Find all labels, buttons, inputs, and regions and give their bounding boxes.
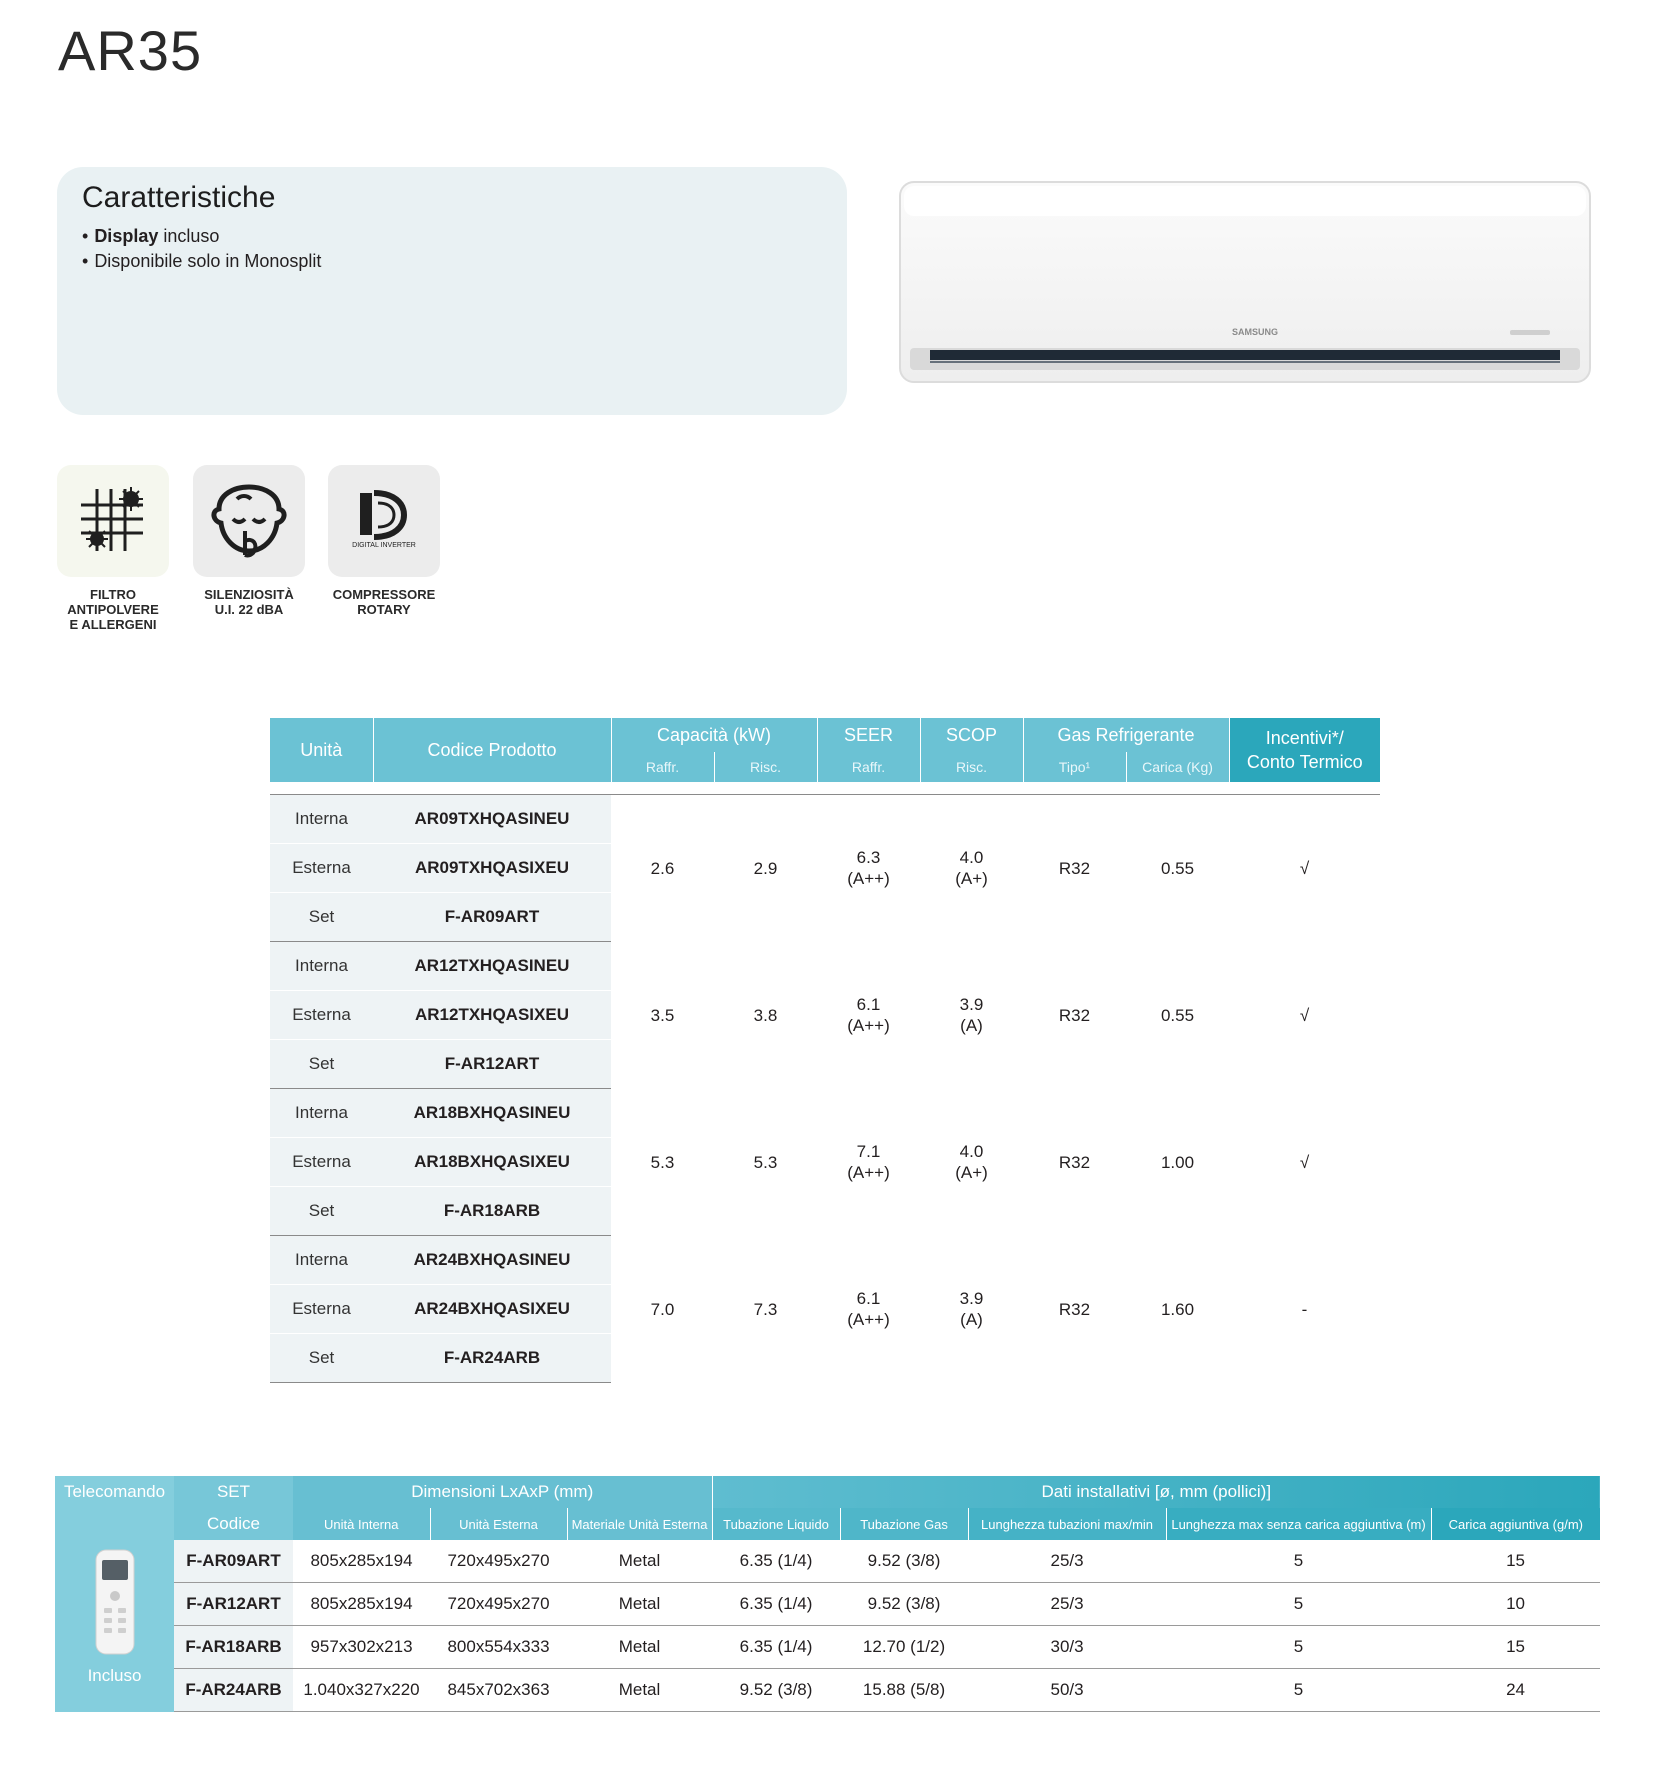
table-row: Esterna AR18BXHQASIXEU	[270, 1138, 1380, 1187]
silenziosita-icon-box	[193, 465, 305, 577]
feature-item: • Disponibile solo in Monosplit	[82, 249, 321, 274]
table-row: Esterna AR09TXHQASIXEU	[270, 844, 1380, 893]
incentivi-check: √	[1299, 1152, 1310, 1172]
silenziosita-label: SILENZIOSITÀ U.I. 22 dBA	[204, 587, 294, 617]
table-row: Interna AR24BXHQASINEU 7.0 7.3 6.1 (A++) 3.9 (A) R32 1.60 -	[270, 1236, 1380, 1285]
table-row: Set F-AR24ARB	[270, 1334, 1380, 1383]
header-unita-interna: Unità Interna	[293, 1508, 430, 1540]
table-row: F-AR18ARB 957x302x213 800x554x333 Metal 6.35 (1/4) 12.70 (1/2) 30/3 5 15	[55, 1626, 1600, 1669]
header-carica-agg: Carica aggiuntiva (g/m)	[1431, 1508, 1600, 1540]
filtro-icon-box	[57, 465, 169, 577]
compressore-icon-box	[328, 465, 440, 577]
header-unita-esterna: Unità Esterna	[430, 1508, 567, 1540]
filtro-icon	[57, 465, 169, 577]
header-incentivi: Incentivi*/ Conto Termico	[1229, 718, 1380, 782]
install-table	[55, 1476, 1600, 1712]
header-dimensioni: Dimensioni LxAxP (mm)	[293, 1476, 712, 1508]
brand-logo: SAMSUNG	[1231, 327, 1279, 337]
header-tub-liquido: Tubazione Liquido	[712, 1508, 840, 1540]
table-row: Set F-AR12ART	[270, 1040, 1380, 1089]
table-row: Set F-AR09ART	[270, 893, 1380, 942]
header-seer: SEER	[817, 718, 920, 752]
header-lunghezza-senza: Lunghezza max senza carica aggiuntiva (m)	[1166, 1508, 1431, 1540]
filtro-label: FILTRO ANTIPOLVERE E ALLERGENI	[67, 587, 159, 632]
features-list	[82, 224, 321, 274]
header-risc: Risc.	[714, 752, 817, 782]
compressore-icon	[328, 465, 440, 577]
remote-cell	[55, 1540, 174, 1712]
header-set: SET	[174, 1476, 293, 1508]
table-row: Interna AR09TXHQASINEU 2.6 2.9 6.3 (A++) 4.0 (A+) R32 0.55 √	[270, 795, 1380, 844]
remote-control-icon	[90, 1548, 140, 1658]
table-row: Esterna AR12TXHQASIXEU	[270, 991, 1380, 1040]
air-conditioner-image	[870, 170, 1630, 400]
header-tub-gas: Tubazione Gas	[840, 1508, 968, 1540]
air-outlet	[930, 350, 1560, 360]
header-unita: Unità	[270, 718, 373, 782]
header-dati: Dati installativi [ø, mm (pollici)]	[712, 1476, 1600, 1508]
compressore-label: COMPRESSORE ROTARY	[332, 587, 436, 617]
table-row: Incluso F-AR09ART 805x285x194 720x495x270 Metal 6.35 (1/4) 9.52 (3/8) 25/3 5 15	[55, 1540, 1600, 1583]
remote-label: Incluso	[87, 1665, 142, 1685]
header-materiale: Materiale Unità Esterna	[567, 1508, 712, 1540]
table-row: F-AR24ARB 1.040x327x220 845x702x363 Metal 9.52 (3/8) 15.88 (5/8) 50/3 5 24	[55, 1669, 1600, 1712]
header-codice: Codice	[174, 1508, 293, 1540]
features-heading: Caratteristiche	[82, 181, 276, 214]
header-scop: SCOP	[920, 718, 1023, 752]
header-tipo: Tipo¹	[1023, 752, 1126, 782]
header-codice: Codice Prodotto	[373, 718, 611, 782]
header-seer-raffr: Raffr.	[817, 752, 920, 782]
incentivi-check: √	[1299, 858, 1310, 878]
features-panel	[57, 167, 847, 415]
feature-item: • Display incluso	[82, 224, 321, 249]
silenziosita-icon	[193, 465, 305, 577]
header-carica: Carica (Kg)	[1126, 752, 1229, 782]
table-row: F-AR12ART 805x285x194 720x495x270 Metal 6.35 (1/4) 9.52 (3/8) 25/3 5 10	[55, 1583, 1600, 1626]
incentivi-check: -	[1301, 1299, 1308, 1319]
spec-table	[270, 718, 1380, 1383]
header-gas: Gas Refrigerante	[1023, 718, 1229, 752]
table-row: Set F-AR18ARB	[270, 1187, 1380, 1236]
header-telecomando: Telecomando	[55, 1476, 174, 1540]
table-row: Interna AR12TXHQASINEU 3.5 3.8 6.1 (A++) 3.9 (A) R32 0.55 √	[270, 942, 1380, 991]
table-row: Esterna AR24BXHQASIXEU	[270, 1285, 1380, 1334]
header-capacita: Capacità (kW)	[611, 718, 817, 752]
header-lunghezza: Lunghezza tubazioni max/min	[968, 1508, 1166, 1540]
header-raffr: Raffr.	[611, 752, 714, 782]
incentivi-check: √	[1299, 1005, 1310, 1025]
table-row: Interna AR18BXHQASINEU 5.3 5.3 7.1 (A++) 4.0 (A+) R32 1.00 √	[270, 1089, 1380, 1138]
digital-inverter-text: DIGITAL INVERTER	[352, 542, 416, 549]
page-title: AR35	[58, 19, 203, 82]
header-scop-risc: Risc.	[920, 752, 1023, 782]
